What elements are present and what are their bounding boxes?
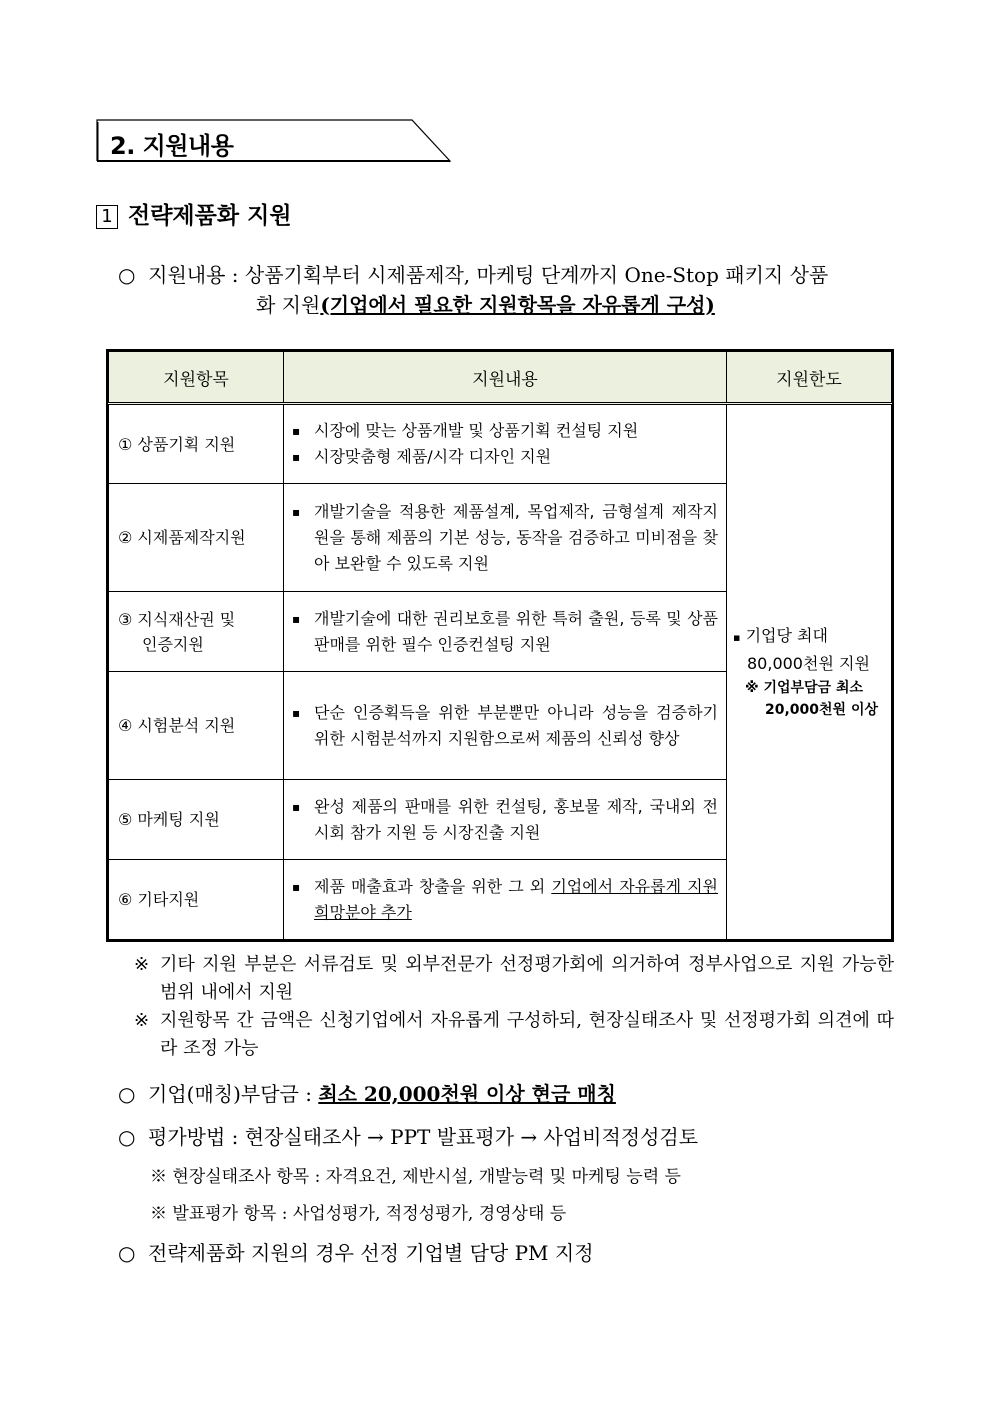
evaluation-text: 평가방법 : 현장실태조사 → PPT 발표평가 → 사업비적정성검토 <box>148 1125 699 1149</box>
bullet-mark: ▪ <box>292 450 301 464</box>
content-text: 단순 인증획득을 위한 부분뿐만 아니라 성능을 검증하기 위한 시험분석까지 지원함으로써 제품의 신뢰성 향상 <box>314 702 718 748</box>
row-item <box>109 860 284 940</box>
bullet-mark: ▪ <box>292 504 301 519</box>
evaluation-note-1: ※ 현장실태조사 항목 : 자격요건, 제반시설, 개발능력 및 마케팅 능력 등 <box>150 1167 681 1187</box>
intro-paragraph <box>118 260 908 320</box>
subsection-number: 1 <box>96 205 118 229</box>
table-row <box>109 404 892 484</box>
note-text: 지원항목 간 금액은 신청기업에서 자유롭게 구성하되, 현장실태조사 및 선정평가회 의견에 따라 조정 가능 <box>160 1010 894 1059</box>
note-text: 기타 지원 부분은 서류검토 및 외부전문가 선정평가회에 의거하여 정부사업으로 지원 가능한 범위 내에서 지원 <box>160 954 894 1003</box>
content-text: 제품 매출효과 창출을 위한 그 외 <box>314 876 552 896</box>
header-limit: 지원한도 <box>727 352 892 404</box>
table-header-row <box>109 352 892 404</box>
intro-text-2: 화 지원 <box>256 293 321 317</box>
bullet-mark: ▪ <box>292 799 301 814</box>
evaluation-note-2: ※ 발표평가 항목 : 사업성평가, 적정성평가, 경영상태 등 <box>150 1204 567 1224</box>
row-content <box>284 592 727 672</box>
content-text: 개발기술을 적용한 제품설계, 목업제작, 금형설계 제작지원을 통해 제품의 기본 성능, 동작을 검증하고 미비점을 찾아 보완할 수 있도록 지원 <box>314 501 718 573</box>
row-item-label: ④ 시험분석 지원 <box>118 716 236 735</box>
content-text: 시장에 맞는 상품개발 및 상품기획 컨설팅 지원 <box>314 421 639 440</box>
bullet-circle: ○ <box>118 1241 136 1265</box>
row-content <box>284 404 727 484</box>
intro-bullet: ○ <box>118 263 136 287</box>
intro-emphasis: (기업에서 필요한 지원항목을 자유롭게 구성) <box>320 293 715 317</box>
limit-note-2: 20,000천원 이상 <box>765 702 878 718</box>
matching-value: 최소 20,000천원 이상 현금 매칭 <box>318 1082 616 1106</box>
limit-cell <box>727 404 892 940</box>
row-content <box>284 780 727 860</box>
limit-note-1: ※ 기업부담금 최소 <box>745 680 864 696</box>
row-content <box>284 672 727 780</box>
subsection-label: 전략제품화 지원 <box>128 203 292 229</box>
intro-line-1 <box>118 260 908 290</box>
header-item: 지원항목 <box>109 352 284 404</box>
note-mark: ※ <box>134 1010 150 1031</box>
row-item-label: ② 시제품제작지원 <box>118 528 246 547</box>
row-item <box>109 780 284 860</box>
row-item <box>109 672 284 780</box>
section-title: 2. 지원내용 <box>110 132 234 160</box>
row-item <box>109 404 284 484</box>
bullet-mark: ▪ <box>292 705 301 720</box>
row-item-label: ⑤ 마케팅 지원 <box>118 810 220 829</box>
row-item <box>109 484 284 592</box>
row-item-label-2: 인증지원 <box>142 634 204 654</box>
row-item-label: ⑥ 기타지원 <box>118 890 200 909</box>
row-content <box>284 484 727 592</box>
note-item <box>134 951 894 1007</box>
pm-bullet <box>118 1238 594 1268</box>
note-mark: ※ <box>134 954 150 975</box>
table-notes <box>134 951 894 1063</box>
limit-line-1 <box>733 623 885 651</box>
pm-text: 전략제품화 지원의 경우 선정 기업별 담당 PM 지정 <box>148 1241 594 1265</box>
bullet-circle: ○ <box>118 1125 136 1149</box>
section-header <box>96 119 452 162</box>
intro-text-1: 지원내용 : 상품기획부터 시제품제작, 마케팅 단계까지 One-Stop 패키지 상품 <box>148 263 829 287</box>
content-text: 개발기술에 대한 권리보호를 위한 특허 출원, 등록 및 상품판매를 위한 필수 인증컨설팅 지원 <box>314 608 718 654</box>
row-item-label: ③ 지식재산권 및 <box>118 609 236 629</box>
limit-text-1: 기업당 최대 <box>745 626 828 645</box>
support-table <box>108 351 892 940</box>
row-item-label: ① 상품기획 지원 <box>118 434 236 454</box>
content-text: 완성 제품의 판매를 위한 컨설팅, 홍보물 제작, 국내외 전시회 참가 지원 등 시장진출 지원 <box>314 796 718 842</box>
content-text-underlined: 기업에서 자유롭게 지원 희망분야 추가 <box>314 876 718 922</box>
matching-bullet <box>118 1079 616 1109</box>
intro-line-2 <box>118 290 908 320</box>
bullet-mark: ▪ <box>292 611 301 626</box>
subsection-title <box>96 197 292 230</box>
bullet-mark: ▪ <box>292 879 301 894</box>
limit-line-2: 80,000천원 지원 <box>747 654 870 673</box>
content-text: 시장맞춤형 제품/시각 디자인 지원 <box>314 447 552 466</box>
bullet-mark: ▪ <box>292 424 301 438</box>
row-content <box>284 860 727 940</box>
evaluation-bullet <box>118 1122 698 1152</box>
row-item <box>109 592 284 672</box>
note-item <box>134 1007 894 1063</box>
bullet-circle: ○ <box>118 1082 136 1106</box>
matching-label: 기업(매칭)부담금 : <box>148 1082 319 1106</box>
header-content: 지원내용 <box>284 352 727 404</box>
bullet-mark: ▪ <box>733 631 741 644</box>
